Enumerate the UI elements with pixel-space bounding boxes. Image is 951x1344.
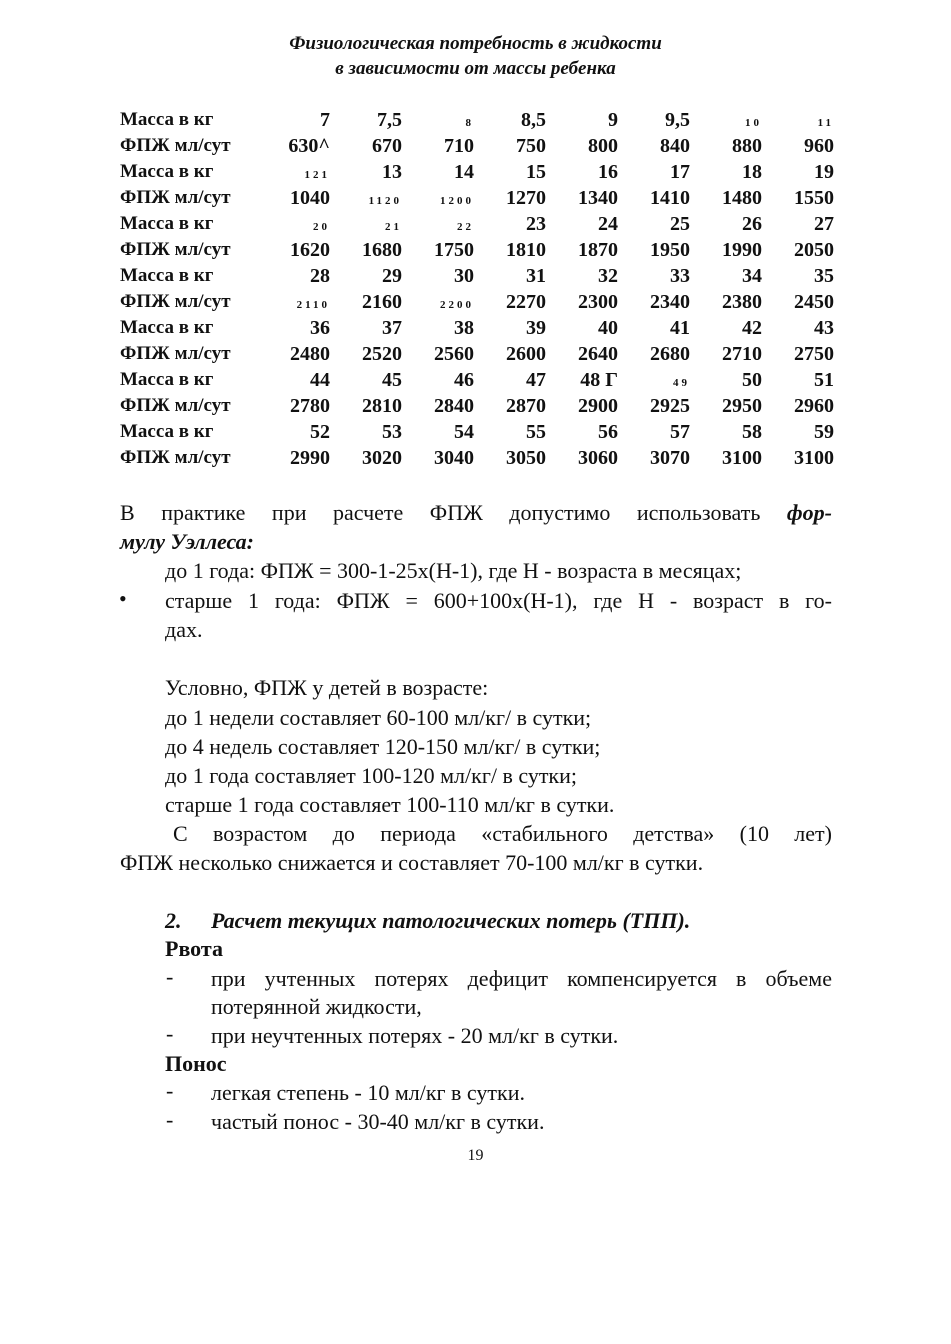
- formula-over-1-year-line1: старше 1 года: ФПЖ = 600+100х(Н-1), где Н - возраст в го-: [165, 588, 832, 613]
- table-cell: 2990: [290, 446, 330, 469]
- table-cell: 31: [526, 264, 546, 287]
- table-cell: 39: [526, 316, 546, 339]
- table-cell: 44: [310, 368, 330, 391]
- page-subtitle: в зависимости от массы ребенка: [335, 58, 616, 79]
- table-cell: 45: [382, 368, 402, 391]
- table-cell: 960: [804, 134, 834, 157]
- table-cell: 11: [817, 116, 834, 129]
- table-cell: 800: [588, 134, 618, 157]
- table-cell: 36: [310, 316, 330, 339]
- table-cell: 880: [732, 134, 762, 157]
- table-cell: 670: [372, 134, 402, 157]
- row-label: Масса в кг: [120, 421, 214, 442]
- table-cell: 2925: [650, 394, 690, 417]
- table-cell: 19: [814, 160, 834, 183]
- table-cell: 3100: [722, 446, 762, 469]
- table-cell: 47: [526, 368, 546, 391]
- section-heading: Расчет текущих патологических потерь (ТПП).: [211, 908, 691, 933]
- table-cell: 9: [608, 108, 618, 131]
- table-cell: 33: [670, 264, 690, 287]
- vomit-heading: Рвота: [165, 936, 223, 961]
- table-cell: 17: [670, 160, 690, 183]
- table-cell: 1550: [794, 186, 834, 209]
- table-cell: 2870: [506, 394, 546, 417]
- table-cell: 43: [814, 316, 834, 339]
- table-row: [120, 185, 834, 211]
- table-cell: 750: [516, 134, 546, 157]
- table-cell: 26: [742, 212, 762, 235]
- table-cell: 49: [673, 376, 690, 389]
- table-cell: 52: [310, 420, 330, 443]
- table-row: [120, 211, 834, 237]
- table-cell: 2520: [362, 342, 402, 365]
- table-cell: 42: [742, 316, 762, 339]
- table-cell: 1340: [578, 186, 618, 209]
- vomit-item-line1: при учтенных потерях дефицит компенсируется в объеме: [211, 966, 832, 991]
- table-cell: 8: [465, 116, 474, 129]
- table-cell: 1200: [440, 194, 474, 207]
- table-cell: 23: [526, 212, 546, 235]
- diarrhea-item: частый понос - 30-40 мл/кг в сутки.: [211, 1109, 545, 1134]
- table-cell: 1620: [290, 238, 330, 261]
- table-cell: 2750: [794, 342, 834, 365]
- table-cell: 54: [454, 420, 474, 443]
- table-cell: 2480: [290, 342, 330, 365]
- table-row: [120, 289, 834, 315]
- table-cell: 30: [454, 264, 474, 287]
- table-cell: 53: [382, 420, 402, 443]
- table-cell: 2840: [434, 394, 474, 417]
- diarrhea-heading: Понос: [165, 1051, 227, 1076]
- table-row: [120, 341, 834, 367]
- row-label: Масса в кг: [120, 213, 214, 234]
- table-cell: 24: [598, 212, 618, 235]
- table-row: [120, 419, 834, 445]
- table-cell: 9,5: [665, 108, 690, 131]
- vomit-item-line2: потерянной жидкости,: [211, 994, 422, 1019]
- formula-emphasis-a: фор-: [786, 500, 832, 525]
- formula-emphasis-b: мулу Уэллеса:: [120, 529, 254, 554]
- table-cell: 21: [385, 220, 402, 233]
- table-cell: 55: [526, 420, 546, 443]
- table-cell: 2560: [434, 342, 474, 365]
- conditional-item: до 4 недель составляет 120-150 мл/кг/ в сутки;: [165, 734, 601, 759]
- table-cell: 1040: [290, 186, 330, 209]
- dash-marker: -: [166, 1107, 174, 1132]
- table-cell: 1990: [722, 238, 762, 261]
- table-cell: 2380: [722, 290, 762, 313]
- table-cell: 2640: [578, 342, 618, 365]
- table-row: [120, 237, 834, 263]
- row-label: Масса в кг: [120, 369, 214, 390]
- row-label: ФПЖ мл/сут: [120, 395, 231, 416]
- table-cell: 3100: [794, 446, 834, 469]
- table-cell: 27: [814, 212, 834, 235]
- stable-childhood-line1: С возрастом до периода «стабильного детства» (10 лет): [173, 821, 832, 846]
- table-cell: 50: [742, 368, 762, 391]
- table-row: [120, 367, 834, 393]
- table-cell: 2050: [794, 238, 834, 261]
- table-cell: 22: [457, 220, 474, 233]
- row-label: ФПЖ мл/сут: [120, 187, 231, 208]
- wallace-intro-line: В практике при расчете ФПЖ допустимо использовать фор-: [120, 500, 832, 525]
- row-label: ФПЖ мл/сут: [120, 239, 231, 260]
- table-cell: 1680: [362, 238, 402, 261]
- table-cell: 1750: [434, 238, 474, 261]
- row-label: Масса в кг: [120, 317, 214, 338]
- table-cell: 7,5: [377, 108, 402, 131]
- table-row: [120, 315, 834, 341]
- table-cell: 58: [742, 420, 762, 443]
- table-cell: 56: [598, 420, 618, 443]
- formula-under-1-year: до 1 года: ФПЖ = 300-1-25х(Н-1), где Н - возраста в месяцах;: [165, 558, 742, 583]
- table-cell: 2110: [296, 298, 330, 311]
- conditional-item: до 1 года составляет 100-120 мл/кг/ в сутки;: [165, 763, 578, 788]
- table-cell: 15: [526, 160, 546, 183]
- table-cell: 2810: [362, 394, 402, 417]
- table-cell: 20: [313, 220, 330, 233]
- table-cell: 2710: [722, 342, 762, 365]
- table-cell: 1480: [722, 186, 762, 209]
- table-cell: 2160: [362, 290, 402, 313]
- table-cell: 2960: [794, 394, 834, 417]
- table-cell: 1950: [650, 238, 690, 261]
- table-cell: 57: [670, 420, 690, 443]
- table-cell: 13: [382, 160, 402, 183]
- bullet-icon: •: [119, 586, 127, 611]
- table-cell: 840: [660, 134, 690, 157]
- conditional-item: до 1 недели составляет 60-100 мл/кг/ в сутки;: [165, 705, 592, 730]
- table-cell: 37: [382, 316, 402, 339]
- table-row: [120, 445, 834, 471]
- vomit-item: при неучтенных потерях - 20 мл/кг в сутки.: [211, 1023, 619, 1048]
- section-number: 2.: [165, 908, 182, 933]
- table-cell: 2950: [722, 394, 762, 417]
- table-cell: 121: [304, 168, 330, 181]
- table-cell: 3060: [578, 446, 618, 469]
- table-cell: 2600: [506, 342, 546, 365]
- dash-marker: -: [166, 1078, 174, 1103]
- row-label: ФПЖ мл/сут: [120, 447, 231, 468]
- table-cell: 18: [742, 160, 762, 183]
- table-row: [120, 393, 834, 419]
- dash-marker: -: [166, 1021, 174, 1046]
- table-cell: 46: [454, 368, 474, 391]
- table-cell: 38: [454, 316, 474, 339]
- table-cell: 2900: [578, 394, 618, 417]
- row-label: Масса в кг: [120, 265, 214, 286]
- table-cell: 29: [382, 264, 402, 287]
- table-cell: 2270: [506, 290, 546, 313]
- table-cell: 32: [598, 264, 618, 287]
- table-row: [120, 107, 834, 133]
- page-title: Физиологическая потребность в жидкости: [289, 33, 662, 54]
- table-cell: 51: [814, 368, 834, 391]
- dash-marker: -: [166, 964, 174, 989]
- conditional-heading: Условно, ФПЖ у детей в возрасте:: [165, 675, 489, 700]
- table-row: [120, 159, 834, 185]
- row-label: Масса в кг: [120, 161, 214, 182]
- table-row: [120, 263, 834, 289]
- formula-over-1-year-line2: дах.: [165, 617, 203, 642]
- table-cell: 2200: [440, 298, 474, 311]
- table-cell: 10: [745, 116, 762, 129]
- table-cell: 2300: [578, 290, 618, 313]
- table-cell: 48 Г: [580, 368, 618, 391]
- table-cell: 8,5: [521, 108, 546, 131]
- table-cell: 1270: [506, 186, 546, 209]
- table-cell: 25: [670, 212, 690, 235]
- table-cell: 3050: [506, 446, 546, 469]
- table-cell: 7: [320, 108, 330, 131]
- table-cell: 2340: [650, 290, 690, 313]
- table-cell: 40: [598, 316, 618, 339]
- row-label: ФПЖ мл/сут: [120, 291, 231, 312]
- diarrhea-item: легкая степень - 10 мл/кг в сутки.: [211, 1080, 525, 1105]
- table-cell: 41: [670, 316, 690, 339]
- table-cell: 2450: [794, 290, 834, 313]
- table-cell: 1810: [506, 238, 546, 261]
- table-cell: 710: [444, 134, 474, 157]
- table-cell: 3040: [434, 446, 474, 469]
- table-cell: 1410: [650, 186, 690, 209]
- row-label: ФПЖ мл/сут: [120, 343, 231, 364]
- conditional-item: старше 1 года составляет 100-110 мл/кг в сутки.: [165, 792, 615, 817]
- table-cell: 35: [814, 264, 834, 287]
- row-label: ФПЖ мл/сут: [120, 135, 231, 156]
- table-cell: 59: [814, 420, 834, 443]
- table-cell: 16: [598, 160, 618, 183]
- table-cell: 14: [454, 160, 474, 183]
- table-row: [120, 133, 834, 159]
- table-cell: 2680: [650, 342, 690, 365]
- table-cell: 3070: [650, 446, 690, 469]
- stable-childhood-line2: ФПЖ несколько снижается и составляет 70-100 мл/кг в сутки.: [120, 850, 704, 875]
- fluid-requirement-table: [120, 107, 834, 471]
- table-cell: 28: [310, 264, 330, 287]
- table-cell: 3020: [362, 446, 402, 469]
- page-number: 19: [467, 1147, 484, 1164]
- table-cell: 630^: [288, 134, 330, 157]
- table-cell: 1120: [368, 194, 402, 207]
- table-cell: 34: [742, 264, 762, 287]
- table-cell: 2780: [290, 394, 330, 417]
- row-label: Масса в кг: [120, 109, 214, 130]
- table-cell: 1870: [578, 238, 618, 261]
